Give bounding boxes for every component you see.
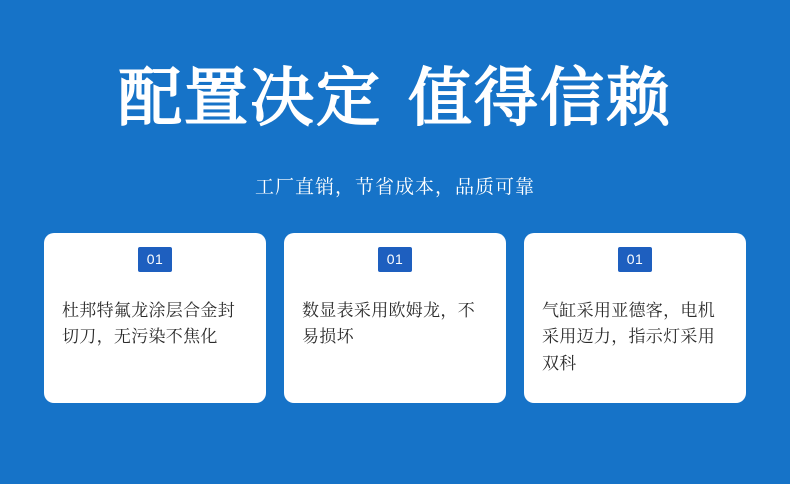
feature-card	[44, 233, 266, 403]
feature-card-text: 杜邦特氟龙涂层合金封切刀，无污染不焦化	[62, 301, 235, 347]
headline-part-2: 值得信赖	[408, 62, 672, 134]
status-badge: 01	[378, 247, 413, 272]
headline-part-1: 配置决定	[118, 62, 382, 134]
status-badge: 01	[618, 247, 653, 272]
feature-card	[524, 233, 746, 403]
feature-card-text: 数显表采用欧姆龙，不易损坏	[302, 301, 475, 347]
feature-card	[284, 233, 506, 403]
page-title	[0, 0, 790, 134]
feature-card-text: 气缸采用亚德客，电机采用迈力，指示灯采用双科	[542, 301, 715, 373]
status-badge: 01	[138, 247, 173, 272]
feature-card-list	[0, 199, 790, 403]
page-subtitle: 工厂直销，节省成本，品质可靠	[254, 177, 535, 198]
